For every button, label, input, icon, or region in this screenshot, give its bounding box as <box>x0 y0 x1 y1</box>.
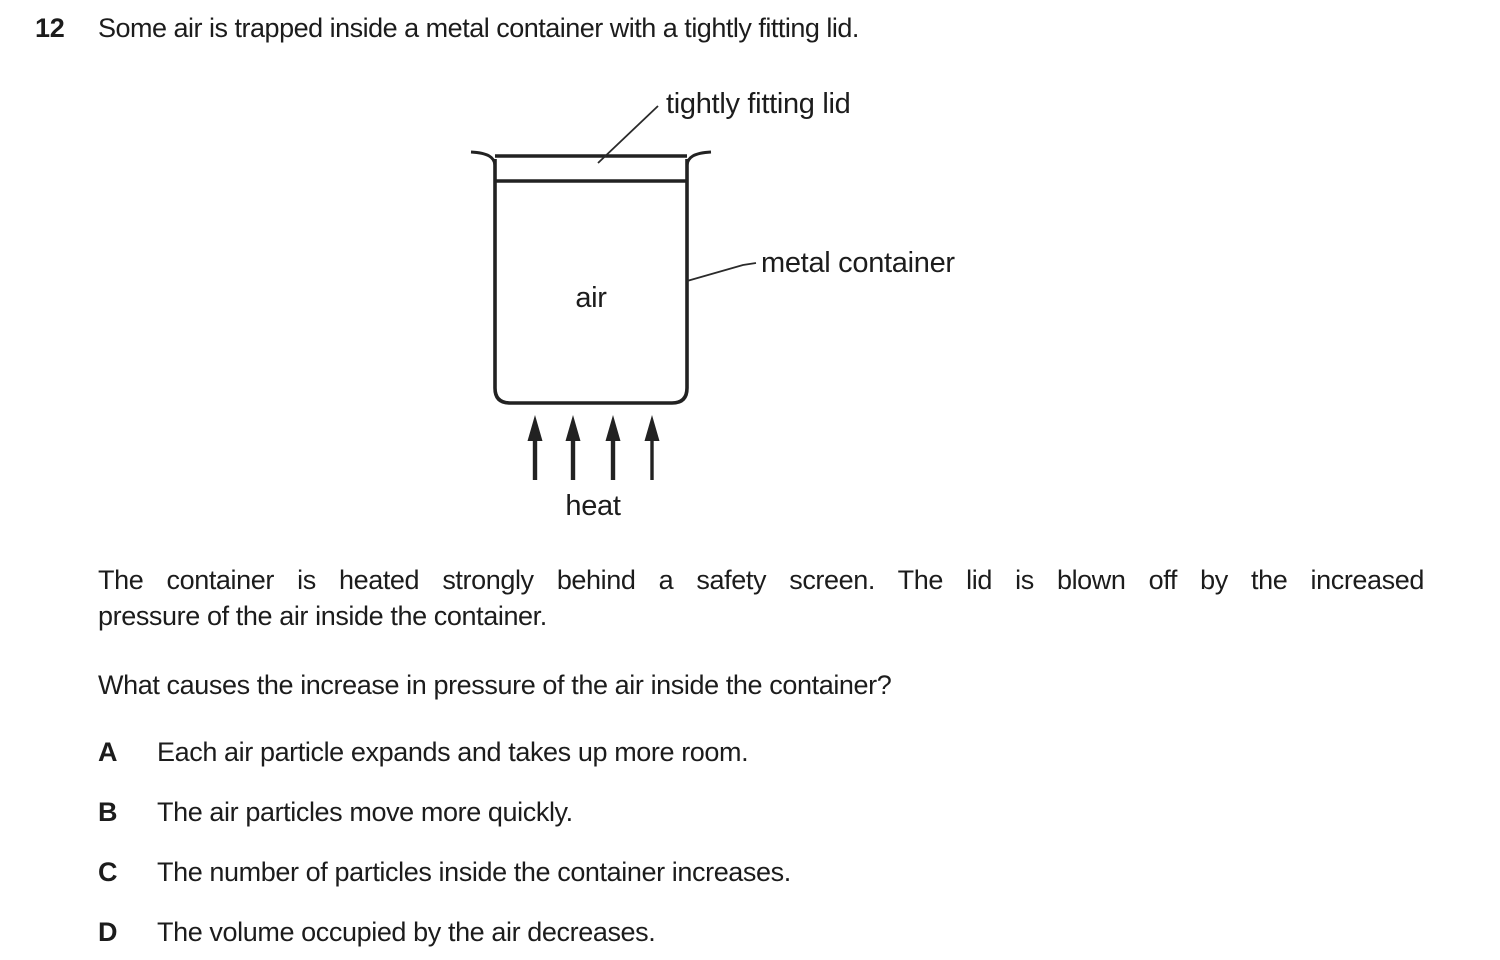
heat-arrows <box>528 415 660 480</box>
container-right-rim-flare <box>687 152 711 165</box>
container-leader-line <box>687 263 756 281</box>
paragraph-line-2: pressure of the air inside the container. <box>98 601 547 631</box>
heat-arrow <box>606 415 621 480</box>
container-diagram <box>420 75 1020 530</box>
lid-label: tightly fitting lid <box>666 88 851 120</box>
option-text-a: Each air particle expands and takes up more room. <box>157 737 749 767</box>
question-stem: Some air is trapped inside a metal container with a tightly fitting lid. <box>98 13 859 43</box>
paragraph-line-1: The container is heated strongly behind a safety screen. The lid is blown off by the increased <box>98 565 1424 595</box>
question-paragraph <box>98 562 1424 634</box>
heat-label: heat <box>565 490 621 522</box>
heat-arrow <box>645 415 660 480</box>
option-letter-b: B <box>98 797 118 827</box>
container-body-outline <box>495 159 687 403</box>
heat-arrow <box>528 415 543 480</box>
container-label: metal container <box>761 247 955 279</box>
option-letter-c: C <box>98 857 118 887</box>
option-letter-d: D <box>98 917 118 947</box>
option-row-a <box>98 735 748 769</box>
option-text-b: The air particles move more quickly. <box>157 797 573 827</box>
option-row-c <box>98 855 791 889</box>
question-number: 12 <box>35 13 65 43</box>
heat-arrow <box>566 415 581 480</box>
option-text-d: The volume occupied by the air decreases. <box>157 917 656 947</box>
question-prompt: What causes the increase in pressure of the air inside the container? <box>98 670 892 700</box>
option-letter-a: A <box>98 737 118 767</box>
option-row-d <box>98 915 655 949</box>
container-left-rim-flare <box>471 152 495 165</box>
option-text-c: The number of particles inside the container increases. <box>157 857 791 887</box>
air-label: air <box>575 282 607 314</box>
option-row-b <box>98 795 573 829</box>
